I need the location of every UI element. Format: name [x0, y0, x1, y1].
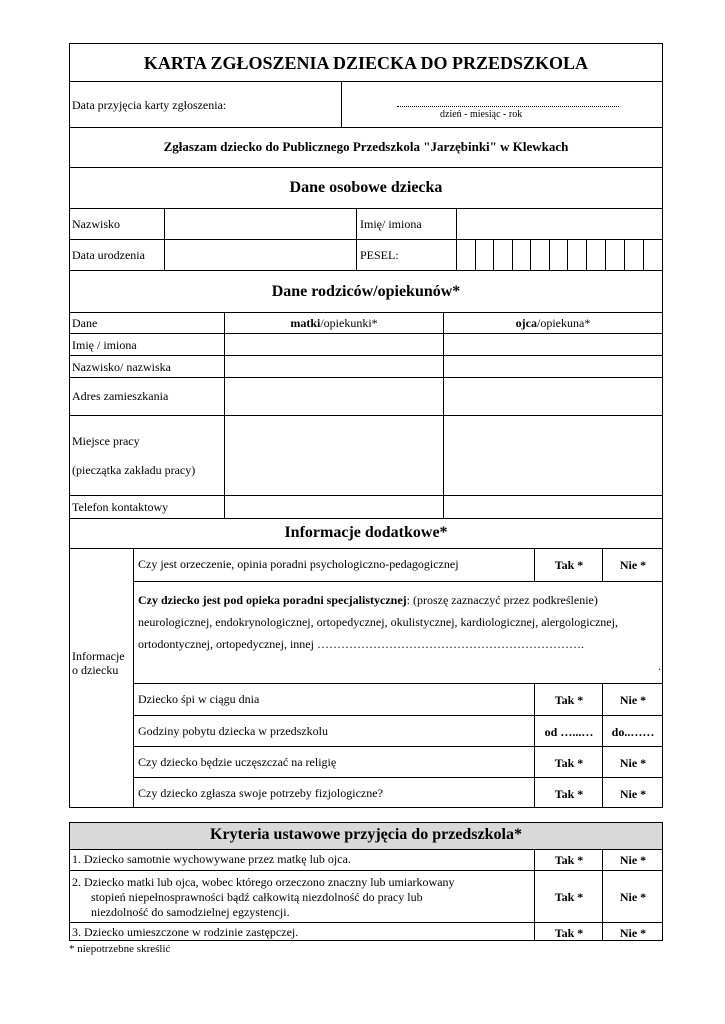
parent-phone-label: Telefon kontaktowy	[72, 500, 169, 514]
names-label: Imię/ imiona	[360, 217, 422, 231]
father-workplace-field[interactable]	[444, 416, 662, 495]
mother-names-field[interactable]	[225, 334, 443, 355]
criterion-2-text-line-1: 2. Dziecko matki lub ojca, wobec którego orzeczono znaczny lub umiarkowany	[72, 875, 455, 889]
mother-surname-field[interactable]	[225, 356, 443, 377]
opinion-no-option[interactable]: Nie *	[619, 558, 647, 572]
parents-data-heading: Dane rodziców/opiekunów*	[271, 283, 461, 300]
surname-field[interactable]	[165, 209, 356, 239]
sleep-no-option[interactable]: Nie *	[619, 693, 647, 707]
child-info-side-label-2: o dziecku	[72, 663, 119, 677]
parent-surname-label: Nazwisko/ nazwiska	[72, 360, 171, 374]
hours-from-field[interactable]: od …...…	[544, 725, 594, 739]
criterion-2-no-option[interactable]: Nie *	[619, 890, 647, 904]
mother-workplace-field[interactable]	[225, 416, 443, 495]
father-surname-field[interactable]	[444, 356, 662, 377]
names-field[interactable]	[457, 209, 662, 239]
acceptance-date-hint: dzień - miesiąc - rok	[440, 109, 523, 120]
acceptance-date-field[interactable]	[397, 106, 619, 107]
religion-yes-option[interactable]: Tak *	[554, 756, 584, 770]
physio-no-option[interactable]: Nie *	[619, 787, 647, 801]
criterion-3-no-option[interactable]: Nie *	[619, 926, 647, 940]
criteria-heading: Kryteria ustawowe przyjęcia do przedszkola*	[210, 826, 522, 843]
hours-to-field[interactable]: do..……	[611, 725, 655, 739]
specialist-options-line-2[interactable]: ortodontycznej, ortopedycznej, innej ………………………………………………………….	[138, 637, 584, 651]
father-names-field[interactable]	[444, 334, 662, 355]
religion-no-option[interactable]: Nie *	[619, 756, 647, 770]
parent-address-label: Adres zamieszkania	[72, 389, 169, 403]
birth-date-field[interactable]	[165, 240, 356, 270]
criterion-1-text: 1. Dziecko samotnie wychowywane przez matkę lub ojca.	[72, 852, 351, 866]
surname-label: Nazwisko	[72, 217, 120, 231]
criterion-2-text-line-3: niezdolność do samodzielnej egzystencji.	[91, 905, 290, 919]
opinion-yes-option[interactable]: Tak *	[554, 558, 584, 572]
parent-workplace-stamp-label: (pieczątka zakładu pracy)	[72, 463, 196, 477]
birth-date-label: Data urodzenia	[72, 248, 145, 262]
father-phone-field[interactable]	[444, 496, 662, 518]
footnote: * niepotrzebne skreślić	[69, 943, 171, 955]
specialist-options-line-1[interactable]: neurologicznej, endokrynologicznej, ortopedycznej, okulistycznej, kardiologicznej, alergologicznej,	[138, 615, 618, 629]
criterion-3-text: 3. Dziecko umieszczone w rodzinie zastępczej.	[72, 925, 299, 939]
opinion-question: Czy jest orzeczenie, opinia poradni psychologiczno-pedagogicznej	[138, 557, 459, 571]
mother-phone-field[interactable]	[225, 496, 443, 518]
criterion-3-yes-option[interactable]: Tak *	[554, 926, 584, 940]
declaration-text: Zgłaszam dziecko do Publicznego Przedszkola "Jarzębinki" w Klewkach	[163, 139, 569, 154]
parents-col-father: ojca/opiekuna*	[515, 316, 591, 330]
religion-question: Czy dziecko będzie uczęszczać na religię	[138, 755, 337, 769]
physio-question: Czy dziecko zgłasza swoje potrzeby fizjologiczne?	[138, 786, 383, 800]
parent-workplace-label: Miejsce pracy	[72, 434, 140, 448]
additional-info-heading: Informacje dodatkowe*	[284, 524, 448, 541]
specialist-dot: .	[658, 659, 661, 673]
child-data-heading: Dane osobowe dziecka	[289, 179, 443, 196]
parents-col-data: Dane	[72, 316, 98, 330]
parent-names-label: Imię / imiona	[72, 338, 137, 352]
parents-col-mother: matki/opiekunki*	[290, 316, 378, 330]
sleep-yes-option[interactable]: Tak *	[554, 693, 584, 707]
pesel-label: PESEL:	[360, 248, 399, 262]
criterion-2-yes-option[interactable]: Tak *	[554, 890, 584, 904]
physio-yes-option[interactable]: Tak *	[554, 787, 584, 801]
acceptance-date-label: Data przyjęcia karty zgłoszenia:	[72, 98, 227, 112]
specialist-question: Czy dziecko jest pod opieka poradni specjalistycznej: (proszę zaznaczyć przez podkreślenie)	[138, 593, 598, 607]
criterion-1-no-option[interactable]: Nie *	[619, 853, 647, 867]
child-info-side-label-1: Informacje	[72, 649, 125, 663]
criterion-2-text-line-2: stopień niepełnosprawności bądź całkowitą niezdolność do pracy lub	[91, 890, 423, 904]
sleep-question: Dziecko śpi w ciągu dnia	[138, 692, 260, 706]
father-address-field[interactable]	[444, 378, 662, 415]
mother-address-field[interactable]	[225, 378, 443, 415]
form-title: KARTA ZGŁOSZENIA DZIECKA DO PRZEDSZKOLA	[143, 53, 589, 73]
hours-question: Godziny pobytu dziecka w przedszkolu	[138, 724, 328, 738]
criterion-1-yes-option[interactable]: Tak *	[554, 853, 584, 867]
